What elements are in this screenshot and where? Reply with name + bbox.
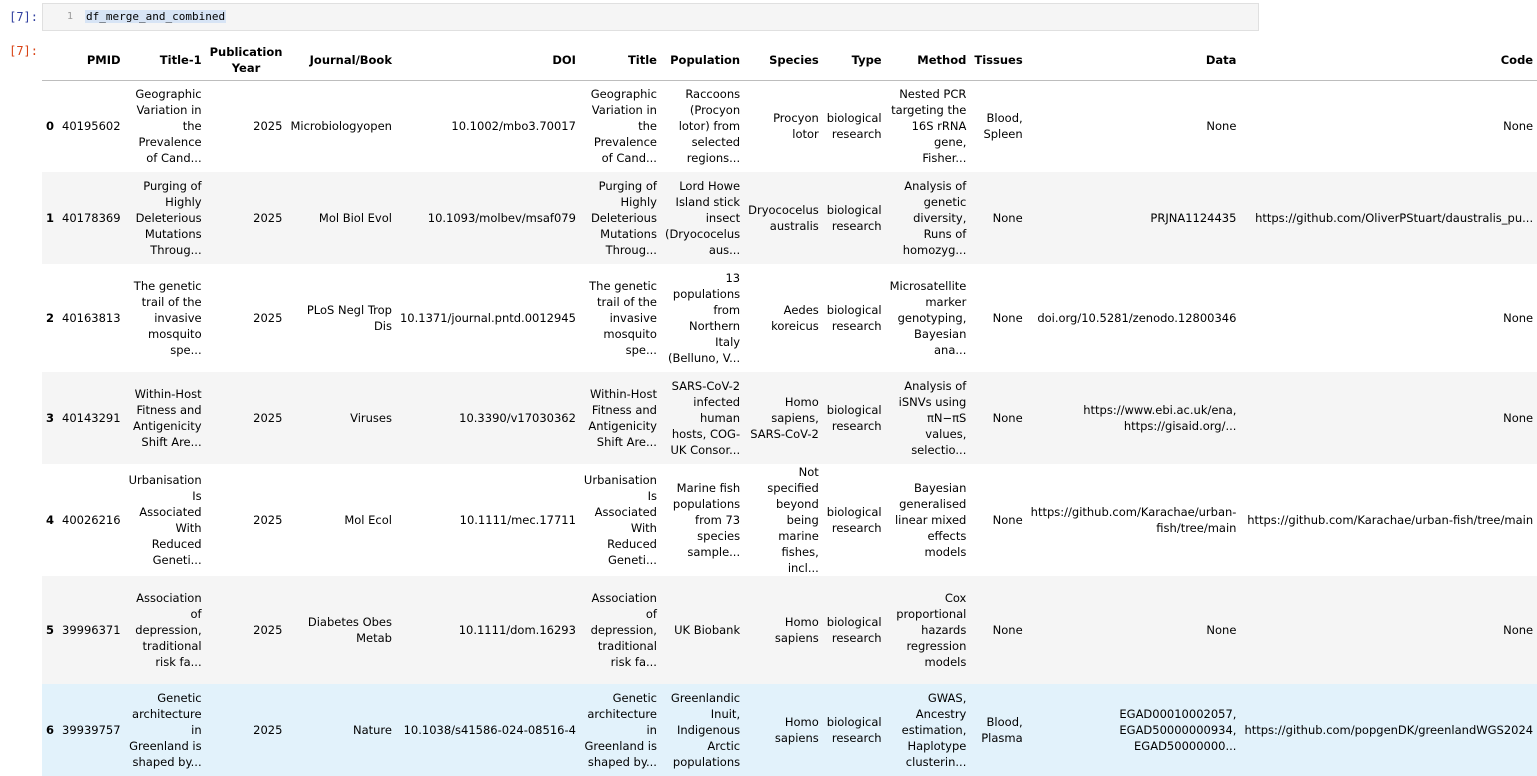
cell-text: Cox proportional hazards regression models: [896, 591, 967, 669]
cell-text: Lord Howe Island stick insect (Dryococelus aus...: [664, 179, 741, 257]
cell-title: [580, 464, 661, 576]
header-journal: Journal/Book: [286, 40, 396, 80]
cell-text: 39996371: [62, 623, 121, 637]
cell-species: [744, 464, 823, 576]
table-row: [42, 684, 1537, 776]
cell-text: None: [992, 623, 1023, 637]
cell-text: SARS-CoV-2 infected human hosts, COG-UK Consor...: [670, 379, 741, 457]
cell-index: [42, 576, 58, 684]
cell-text: EGAD00010002057, EGAD50000000934, EGAD50000000...: [1119, 707, 1237, 753]
cell-text: 2025: [253, 623, 283, 637]
header-code: Code: [1240, 40, 1537, 80]
header-publication-year: Publication Year: [206, 40, 287, 80]
cell-text: None: [1503, 623, 1534, 637]
cell-tissues: [970, 80, 1026, 172]
cell-doi: [396, 172, 580, 264]
cell-title-1: [125, 684, 206, 776]
cell-text: 10.1093/molbev/msaf079: [427, 211, 576, 225]
cell-text: Analysis of iSNVs using πN−πS values, selectio...: [898, 379, 967, 457]
header-method: Method: [886, 40, 971, 80]
cell-text: Genetic architecture in Greenland is shaped by...: [584, 691, 657, 769]
cell-text: Bayesian generalised linear mixed effects models: [894, 481, 967, 559]
cell-title-1: [125, 264, 206, 372]
output-prompt: [7]:: [9, 44, 38, 58]
cell-data: [1027, 372, 1241, 464]
cell-text: None: [1503, 119, 1534, 134]
cell-text: Association of depression, traditional risk fa...: [590, 591, 657, 669]
cell-population: [661, 684, 744, 776]
cell-pmid: [58, 464, 125, 576]
cell-index: [42, 80, 58, 172]
cell-text: 2025: [253, 513, 283, 527]
header-title: Title: [580, 40, 661, 80]
cell-text: Homo sapiens, SARS-CoV-2: [750, 395, 819, 441]
header-row: [42, 40, 1537, 80]
cell-population: [661, 464, 744, 576]
cell-text: https://www.ebi.ac.uk/ena, https://gisaid.org/...: [1083, 403, 1237, 433]
header-population: Population: [661, 40, 744, 80]
header-title-1: Title-1: [125, 40, 206, 80]
cell-species: [744, 576, 823, 684]
cell-type: [823, 576, 886, 684]
cell-text: biological research: [826, 715, 882, 745]
cell-text: Urbanisation Is Associated With Reduced Geneti...: [583, 473, 657, 567]
cell-doi: [396, 264, 580, 372]
cell-text: None: [992, 211, 1023, 225]
cell-text: Purging of Highly Deleterious Mutations Throug...: [590, 179, 657, 257]
cell-data: [1027, 684, 1241, 776]
cell-doi: [396, 684, 580, 776]
cell-method: [886, 684, 971, 776]
cell-text: doi.org/10.5281/zenodo.12800346: [1037, 311, 1237, 325]
cell-method: [886, 80, 971, 172]
cell-text: None: [1503, 411, 1534, 425]
cell-text: PLoS Negl Trop Dis: [306, 303, 392, 333]
cell-text: None: [1503, 311, 1534, 325]
header-data: Data: [1027, 40, 1241, 80]
cell-text: Within-Host Fitness and Antigenicity Shift Are...: [133, 387, 202, 449]
cell-text: https://github.com/Karachae/urban-fish/tree/main: [1030, 505, 1237, 535]
cell-title: [580, 172, 661, 264]
cell-text: 2025: [253, 411, 283, 425]
cell-title: [580, 80, 661, 172]
cell-title-1: [125, 576, 206, 684]
header-pmid: PMID: [58, 40, 125, 80]
cell-text: biological research: [826, 403, 882, 433]
cell-species: [744, 264, 823, 372]
cell-text: https://github.com/OliverPStuart/daustralis_pu...: [1255, 211, 1534, 225]
cell-doi: [396, 372, 580, 464]
cell-tissues: [970, 684, 1026, 776]
cell-title-1: [125, 172, 206, 264]
input-prompt: [7]:: [9, 10, 38, 24]
cell-pmid: [58, 372, 125, 464]
cell-text: The genetic trail of the invasive mosquito spe...: [133, 279, 202, 357]
table-row: [42, 80, 1537, 172]
cell-text: Geographic Variation in the Prevalence of Cand...: [590, 87, 657, 166]
cell-title-1: [125, 464, 206, 576]
cell-population: [661, 172, 744, 264]
cell-tissues: [970, 576, 1026, 684]
output-area: [42, 40, 1534, 776]
cell-title: [580, 264, 661, 372]
cell-text: 13 populations from Northern Italy (Belluno, V...: [667, 271, 741, 365]
cell-text: 10.1002/mbo3.70017: [451, 119, 576, 134]
table-row: [42, 172, 1537, 264]
cell-text: None: [992, 513, 1023, 527]
dataframe-table: [42, 40, 1537, 776]
cell-pmid: [58, 264, 125, 372]
cell-species: [744, 80, 823, 172]
cell-text: 5: [46, 623, 55, 637]
cell-text: Raccoons (Procyon lotor) from selected regions...: [678, 87, 741, 166]
header-doi: DOI: [396, 40, 580, 80]
cell-journal: [286, 684, 396, 776]
cell-text: PRJNA1124435: [1150, 211, 1237, 225]
cell-publication-year: [206, 576, 287, 684]
cell-data: [1027, 464, 1241, 576]
cell-text: The genetic trail of the invasive mosquito spe...: [589, 279, 657, 357]
cell-publication-year: [206, 464, 287, 576]
cell-text: 2025: [253, 119, 283, 134]
cell-text: 40026216: [62, 513, 121, 527]
header-type: Type: [823, 40, 886, 80]
cell-population: [661, 372, 744, 464]
cell-text: Nested PCR targeting the 16S rRNA gene, Fisher...: [891, 87, 967, 166]
cell-text: 40143291: [62, 411, 121, 425]
input-cell[interactable]: [0, 0, 1264, 36]
cell-text: None: [992, 311, 1023, 325]
cell-journal: [286, 264, 396, 372]
table-row: [42, 576, 1537, 684]
cell-type: [823, 464, 886, 576]
cell-journal: [286, 80, 396, 172]
cell-text: 40163813: [62, 311, 121, 325]
table-row: [42, 464, 1537, 576]
cell-text: Dryococelus australis: [748, 203, 819, 233]
cell-text: Mol Ecol: [344, 513, 392, 527]
cell-title-1: [125, 80, 206, 172]
cell-journal: [286, 576, 396, 684]
cell-code: [1240, 576, 1537, 684]
cell-method: [886, 372, 971, 464]
header-species: Species: [744, 40, 823, 80]
cell-text: GWAS, Ancestry estimation, Haplotype clusterin...: [901, 691, 967, 769]
cell-text: 2025: [253, 211, 283, 225]
cell-text: None: [992, 411, 1023, 425]
cell-index: [42, 264, 58, 372]
cell-index: [42, 372, 58, 464]
cell-code: [1240, 372, 1537, 464]
cell-method: [886, 172, 971, 264]
cell-text: UK Biobank: [674, 623, 741, 637]
cell-text: Genetic architecture in Greenland is shaped by...: [129, 691, 202, 769]
cell-data: [1027, 80, 1241, 172]
cell-text: None: [1206, 623, 1237, 637]
cell-text: 40195602: [62, 119, 121, 134]
cell-title: [580, 684, 661, 776]
cell-text: 10.1111/mec.17711: [459, 513, 576, 527]
cell-code: [1240, 264, 1537, 372]
cell-tissues: [970, 172, 1026, 264]
cell-tissues: [970, 464, 1026, 576]
cell-doi: [396, 464, 580, 576]
cell-journal: [286, 464, 396, 576]
cell-text: Homo sapiens: [774, 615, 819, 645]
cell-text: 6: [46, 723, 55, 737]
cell-text: Blood, Plasma: [981, 715, 1023, 745]
cell-publication-year: [206, 80, 287, 172]
cell-data: [1027, 172, 1241, 264]
cell-pmid: [58, 576, 125, 684]
cell-title-1: [125, 372, 206, 464]
cell-text: Within-Host Fitness and Antigenicity Shift Are...: [588, 387, 657, 449]
cell-title: [580, 372, 661, 464]
cell-text: Microbiologyopen: [290, 119, 392, 134]
cell-text: 0: [46, 119, 55, 134]
code-text[interactable]: df_merge_and_combined: [86, 10, 226, 23]
cell-text: 10.1371/journal.pntd.0012945: [399, 311, 576, 325]
cell-text: Mol Biol Evol: [318, 211, 392, 225]
cell-text: Not specified beyond being marine fishes, incl...: [767, 465, 819, 575]
code-editor[interactable]: [42, 3, 1259, 31]
cell-doi: [396, 576, 580, 684]
cell-population: [661, 264, 744, 372]
cell-text: biological research: [826, 303, 882, 333]
cell-code: [1240, 464, 1537, 576]
cell-type: [823, 80, 886, 172]
cell-journal: [286, 172, 396, 264]
cell-index: [42, 464, 58, 576]
cell-text: 39939757: [62, 723, 121, 737]
cell-method: [886, 464, 971, 576]
cell-text: biological research: [826, 615, 882, 645]
cell-code: [1240, 172, 1537, 264]
cell-text: biological research: [826, 203, 882, 233]
cell-index: [42, 684, 58, 776]
cell-type: [823, 372, 886, 464]
cell-doi: [396, 80, 580, 172]
cell-text: Purging of Highly Deleterious Mutations Throug...: [135, 179, 202, 257]
cell-text: 4: [46, 513, 55, 527]
cell-text: Nature: [352, 723, 392, 737]
cell-pmid: [58, 172, 125, 264]
cell-publication-year: [206, 172, 287, 264]
cell-text: 1: [46, 211, 55, 225]
cell-text: Diabetes Obes Metab: [307, 615, 392, 645]
cell-text: 2025: [253, 723, 283, 737]
cell-text: Microsatellite marker genotyping, Bayesian ana...: [889, 279, 967, 357]
cell-text: Viruses: [350, 411, 392, 425]
cell-pmid: [58, 80, 125, 172]
cell-species: [744, 684, 823, 776]
cell-text: Association of depression, traditional risk fa...: [135, 591, 202, 669]
cell-text: 2025: [253, 311, 283, 325]
header-tissues: Tissues: [970, 40, 1026, 80]
table-row: [42, 264, 1537, 372]
cell-population: [661, 576, 744, 684]
cell-text: 3: [46, 411, 55, 425]
cell-type: [823, 684, 886, 776]
cell-text: https://github.com/Karachae/urban-fish/tree/main: [1247, 513, 1534, 527]
cell-type: [823, 172, 886, 264]
cell-population: [661, 80, 744, 172]
cell-text: 40178369: [62, 211, 121, 225]
cell-text: Procyon lotor: [773, 111, 819, 142]
cell-method: [886, 264, 971, 372]
cell-text: Analysis of genetic diversity, Runs of homozyg...: [902, 179, 967, 257]
cell-data: [1027, 264, 1241, 372]
cell-text: 10.1111/dom.16293: [458, 623, 576, 637]
line-number: 1: [66, 11, 73, 22]
cell-species: [744, 372, 823, 464]
cell-pmid: [58, 684, 125, 776]
cell-text: None: [1206, 119, 1237, 134]
cell-title: [580, 576, 661, 684]
cell-index: [42, 172, 58, 264]
cell-text: Marine fish populations from 73 species sample...: [672, 481, 741, 559]
cell-text: Blood, Spleen: [983, 111, 1023, 142]
cell-text: biological research: [826, 111, 882, 142]
cell-code: [1240, 684, 1537, 776]
cell-data: [1027, 576, 1241, 684]
cell-text: https://github.com/popgenDK/greenlandWGS2024: [1244, 723, 1534, 737]
cell-text: Homo sapiens: [774, 715, 819, 745]
cell-publication-year: [206, 372, 287, 464]
cell-species: [744, 172, 823, 264]
cell-tissues: [970, 372, 1026, 464]
header-index: [42, 40, 58, 80]
cell-text: biological research: [826, 505, 882, 535]
cell-text: Geographic Variation in the Prevalence of Cand...: [135, 87, 202, 166]
cell-text: Aedes koreicus: [771, 303, 819, 333]
cell-text: 10.1038/s41586-024-08516-4: [403, 723, 576, 737]
cell-text: Greenlandic Inuit, Indigenous Arctic populations: [670, 691, 741, 769]
cell-text: Urbanisation Is Associated With Reduced Geneti...: [128, 473, 202, 567]
table-row: [42, 372, 1537, 464]
cell-text: 2: [46, 311, 55, 325]
cell-code: [1240, 80, 1537, 172]
cell-type: [823, 264, 886, 372]
cell-method: [886, 576, 971, 684]
cell-publication-year: [206, 684, 287, 776]
cell-tissues: [970, 264, 1026, 372]
cell-journal: [286, 372, 396, 464]
cell-text: 10.3390/v17030362: [459, 411, 576, 425]
cell-publication-year: [206, 264, 287, 372]
